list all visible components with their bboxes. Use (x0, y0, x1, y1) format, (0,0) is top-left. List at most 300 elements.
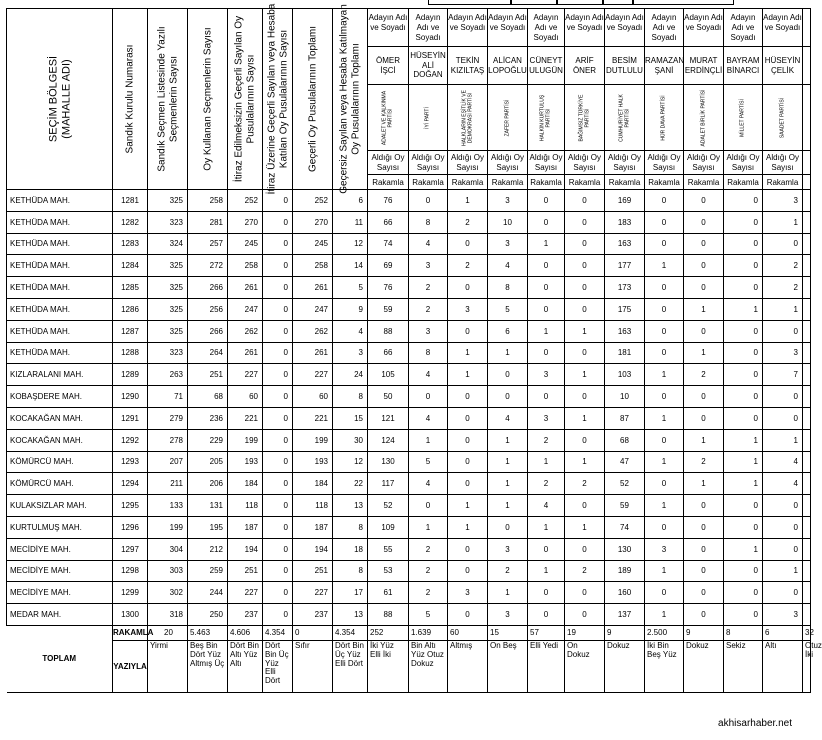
count-cell: 262 (228, 320, 263, 342)
vote-cell: 0 (724, 495, 763, 517)
vote-cell: 2 (565, 473, 605, 495)
count-cell: 193 (293, 451, 333, 473)
count-cell: 1298 (113, 560, 148, 582)
vote-cell: 0 (645, 473, 684, 495)
vote-cell: 7 (763, 364, 803, 386)
count-cell: 199 (228, 429, 263, 451)
count-cell: 12 (333, 451, 368, 473)
vote-cell: 0 (724, 582, 763, 604)
table-row (7, 364, 811, 386)
party-name: CUMHURİYET HALK PARTİSİ (618, 93, 630, 142)
mahalle-name: KÖMÜRCÜ MAH. (7, 451, 113, 473)
count-cell: 0 (263, 451, 293, 473)
count-cell: 5 (333, 277, 368, 299)
votes-received-label: Aldığı Oy Sayısı (724, 151, 763, 175)
party-name: HALKIN KURTULUŞ PARTİSİ (539, 94, 551, 141)
count-cell: 1282 (113, 211, 148, 233)
candidate-name: TEKİN KIZILTAŞ (448, 47, 488, 85)
vote-cell: 0 (763, 407, 803, 429)
count-cell: 24 (333, 364, 368, 386)
vote-cell: 0 (565, 604, 605, 626)
total-words-cell: Yirmi (148, 640, 188, 692)
total-votes-cell: 8 (724, 625, 763, 640)
count-cell: 0 (263, 407, 293, 429)
count-cell: 12 (333, 233, 368, 255)
edge-cell (803, 538, 811, 560)
count-cell: 118 (293, 495, 333, 517)
total-votes-cell: 9 (684, 625, 724, 640)
candidate-header-cell (528, 9, 565, 47)
vote-cell: 1 (565, 320, 605, 342)
count-cell: 0 (263, 386, 293, 408)
vote-cell: 1 (724, 429, 763, 451)
vote-cell: 8 (488, 277, 528, 299)
vote-cell: 103 (605, 364, 645, 386)
count-cell: 22 (333, 473, 368, 495)
count-cell: 1292 (113, 429, 148, 451)
vote-cell: 0 (565, 190, 605, 212)
count-cell: 184 (293, 473, 333, 495)
numeric-label: Rakamla (763, 175, 803, 190)
vote-cell: 0 (645, 386, 684, 408)
rakamla-label: RAKAMLA (113, 625, 148, 640)
total-votes-cell: 60 (448, 625, 488, 640)
vote-cell: 1 (645, 495, 684, 517)
vote-cell: 1 (528, 516, 565, 538)
count-cell: 261 (293, 342, 333, 364)
vote-cell: 0 (724, 320, 763, 342)
count-cell: 0 (263, 233, 293, 255)
candidate-header-cell (409, 9, 448, 47)
top-strip-4 (602, 0, 634, 5)
vote-cell: 2 (409, 277, 448, 299)
top-strip-3 (556, 0, 604, 5)
table-row (7, 516, 811, 538)
vote-cell: 5 (488, 298, 528, 320)
vote-cell: 0 (565, 538, 605, 560)
party-cell (684, 85, 724, 151)
vote-cell: 1 (684, 473, 724, 495)
count-cell: 245 (228, 233, 263, 255)
invalid-header-line1: Geçersiz Sayılan veya Hesaba Katılmayan (338, 4, 350, 194)
count-cell: 0 (263, 211, 293, 233)
vote-cell: 0 (763, 386, 803, 408)
party-cell (763, 85, 803, 151)
vote-cell: 0 (565, 582, 605, 604)
vote-cell: 1 (565, 516, 605, 538)
vote-cell: 0 (684, 320, 724, 342)
count-cell: 205 (188, 451, 228, 473)
total-votes-cell: 32 (803, 625, 811, 640)
total-valid-header (293, 9, 333, 190)
total-words-cell: Beş Bin Dört Yüz Altmış Üç (188, 640, 228, 692)
valid-unobjected-header-line2: Pusulalarının Sayısı (245, 54, 256, 144)
vote-cell: 59 (368, 298, 409, 320)
total-votes-words-cell: On Beş (488, 640, 528, 692)
vote-cell: 55 (368, 538, 409, 560)
count-cell: 1291 (113, 407, 148, 429)
count-cell: 0 (263, 560, 293, 582)
total-votes-cell: 57 (528, 625, 565, 640)
party-name: BAĞIMSIZ TÜRKİYE PARTİSİ (578, 94, 590, 141)
edge-cell (803, 451, 811, 473)
watermark: akhisarhaber.net (718, 718, 792, 729)
vote-cell: 0 (448, 320, 488, 342)
count-cell: 212 (188, 538, 228, 560)
total-numeric-cell: 5.463 (188, 625, 228, 640)
count-cell: 18 (333, 538, 368, 560)
table-row (7, 495, 811, 517)
vote-cell: 2 (763, 255, 803, 277)
count-cell: 259 (188, 560, 228, 582)
vote-cell: 6 (488, 320, 528, 342)
vote-cell: 0 (528, 211, 565, 233)
count-cell: 1295 (113, 495, 148, 517)
vote-cell: 4 (488, 407, 528, 429)
invalid-header-line2: Oy Pusulalarının Toplamı (350, 43, 361, 155)
numeric-label: Rakamla (528, 175, 565, 190)
count-cell: 270 (293, 211, 333, 233)
votes-received-label: Aldığı Oy Sayısı (763, 151, 803, 175)
vote-cell: 0 (448, 277, 488, 299)
party-name: ZAFER PARTİSİ (503, 99, 510, 136)
mahalle-name: KOCAKAĞAN MAH. (7, 429, 113, 451)
vote-cell: 0 (763, 233, 803, 255)
vote-cell: 163 (605, 233, 645, 255)
vote-cell: 0 (724, 342, 763, 364)
count-cell: 266 (188, 320, 228, 342)
objected-valid-header (263, 3, 293, 195)
yaziyla-label: YAZIYLA (113, 640, 148, 692)
region-header (7, 9, 113, 190)
candidate-header-cell (605, 9, 645, 47)
vote-cell: 0 (724, 277, 763, 299)
count-cell: 194 (293, 538, 333, 560)
candidate-header-label: Adayın Adı ve Soyadı (605, 13, 644, 32)
vote-cell: 0 (684, 495, 724, 517)
count-cell: 304 (148, 538, 188, 560)
vote-cell: 3 (488, 538, 528, 560)
candidate-header-label: Adayın Adı ve Soyadı (651, 13, 677, 42)
count-cell: 1283 (113, 233, 148, 255)
invalid-header (333, 4, 368, 194)
vote-cell: 0 (565, 429, 605, 451)
total-votes-cell: 19 (565, 625, 605, 640)
vote-cell: 2 (448, 211, 488, 233)
vote-cell: 169 (605, 190, 645, 212)
total-votes-words-cell: On Dokuz (565, 640, 605, 692)
vote-cell: 2 (565, 560, 605, 582)
count-cell: 272 (188, 255, 228, 277)
vote-cell: 3 (409, 255, 448, 277)
count-cell: 206 (188, 473, 228, 495)
count-cell: 247 (228, 298, 263, 320)
candidate-name: MURAT ERDİNÇLİ (684, 47, 724, 85)
vote-cell: 183 (605, 211, 645, 233)
vote-cell: 47 (605, 451, 645, 473)
mahalle-name: KULAKSIZLAR MAH. (7, 495, 113, 517)
party-name: ADALET VE KALKINMA PARTİSİ (381, 90, 393, 145)
count-cell: 13 (333, 495, 368, 517)
count-cell: 3 (333, 342, 368, 364)
total-votes-words-cell: Altmış (448, 640, 488, 692)
edge-cell (803, 495, 811, 517)
party-cell (448, 85, 488, 151)
region-header-line1: SEÇİM BÖLGESİ (46, 55, 59, 143)
vote-cell: 2 (763, 277, 803, 299)
party-cell (409, 85, 448, 151)
count-cell: 221 (293, 407, 333, 429)
candidate-name: ALİCAN LOPOĞLU (488, 47, 528, 85)
vote-cell: 8 (409, 211, 448, 233)
count-cell: 199 (148, 516, 188, 538)
count-cell: 1300 (113, 604, 148, 626)
candidate-header-label: Adayın Adı ve Soyadı (565, 13, 604, 32)
vote-cell: 0 (528, 190, 565, 212)
table-row (7, 255, 811, 277)
votes-received-label: Aldığı Oy Sayısı (409, 151, 448, 175)
edge-cell (803, 320, 811, 342)
vote-cell: 3 (448, 298, 488, 320)
vote-cell: 189 (605, 560, 645, 582)
total-votes-words-cell: Dokuz (684, 640, 724, 692)
edge-cell (803, 516, 811, 538)
mahalle-name: KIZLARALANI MAH. (7, 364, 113, 386)
mahalle-name: KETHÜDA MAH. (7, 342, 113, 364)
totals-label: TOPLAM (7, 625, 113, 692)
vote-cell: 0 (724, 211, 763, 233)
count-cell: 0 (263, 320, 293, 342)
count-cell: 187 (293, 516, 333, 538)
candidate-header-cell (763, 9, 803, 47)
mahalle-name: KETHÜDA MAH. (7, 190, 113, 212)
count-cell: 237 (228, 604, 263, 626)
vote-cell: 69 (368, 255, 409, 277)
vote-cell: 1 (565, 364, 605, 386)
vote-cell: 1 (724, 473, 763, 495)
vote-cell: 2 (684, 451, 724, 473)
vote-cell: 52 (605, 473, 645, 495)
total-votes-words-cell: Altı (763, 640, 803, 692)
voted-header (188, 9, 228, 190)
count-cell: 0 (263, 364, 293, 386)
vote-cell: 2 (409, 298, 448, 320)
count-cell: 258 (188, 190, 228, 212)
total-votes-words-cell: Dokuz (605, 640, 645, 692)
numeric-label: Rakamla (605, 175, 645, 190)
mahalle-name: KETHÜDA MAH. (7, 255, 113, 277)
party-cell (565, 85, 605, 151)
numeric-label: Rakamla (565, 175, 605, 190)
count-cell: 257 (188, 233, 228, 255)
edge-cell (803, 473, 811, 495)
vote-cell: 1 (409, 429, 448, 451)
count-cell: 0 (263, 342, 293, 364)
count-cell: 0 (263, 495, 293, 517)
vote-cell: 175 (605, 298, 645, 320)
party-name: HALKLARIN EŞİTLİK VE DEMOKRASİ PARTİSİ (461, 89, 473, 146)
total-votes-words-cell: Elli Yedi (528, 640, 565, 692)
count-cell: 1287 (113, 320, 148, 342)
total-votes-words-cell: Otuz İki (803, 640, 811, 692)
total-numeric-cell: 4.606 (228, 625, 263, 640)
count-cell: 194 (228, 538, 263, 560)
vote-cell: 0 (488, 364, 528, 386)
count-cell: 195 (188, 516, 228, 538)
vote-cell: 50 (368, 386, 409, 408)
vote-cell: 0 (645, 233, 684, 255)
mahalle-name: MECİDİYE MAH. (7, 560, 113, 582)
party-name: ADALET BİRLİK PARTİSİ (699, 89, 706, 146)
count-cell: 0 (263, 298, 293, 320)
vote-cell: 130 (605, 538, 645, 560)
candidate-header-cell (645, 9, 684, 47)
vote-cell: 1 (448, 342, 488, 364)
candidate-header-cell (684, 9, 724, 47)
vote-cell: 0 (565, 342, 605, 364)
objected-valid-header-line1: İtiraz Üzerine Geçerli Sayılan veya Hesaba (266, 3, 277, 195)
vote-cell: 163 (605, 320, 645, 342)
vote-cell: 0 (528, 538, 565, 560)
vote-cell: 0 (645, 277, 684, 299)
table-row (7, 451, 811, 473)
votes-received-label: Aldığı Oy Sayısı (528, 151, 565, 175)
count-cell: 13 (333, 604, 368, 626)
vote-cell: 1 (448, 495, 488, 517)
registered-header (148, 9, 188, 190)
vote-cell: 3 (409, 320, 448, 342)
count-cell: 278 (148, 429, 188, 451)
edge-cell (803, 429, 811, 451)
vote-cell: 88 (368, 604, 409, 626)
vote-cell: 3 (763, 190, 803, 212)
vote-cell: 68 (605, 429, 645, 451)
candidate-header-cell (368, 9, 409, 47)
count-cell: 325 (148, 255, 188, 277)
vote-cell: 1 (448, 516, 488, 538)
vote-cell: 0 (684, 516, 724, 538)
vote-cell: 0 (645, 582, 684, 604)
count-cell: 262 (293, 320, 333, 342)
vote-cell: 3 (488, 604, 528, 626)
count-cell: 325 (148, 190, 188, 212)
total-words-cell: Dört Bin Altı Yüz Altı (228, 640, 263, 692)
top-strip-1 (428, 0, 512, 5)
count-cell: 244 (188, 582, 228, 604)
vote-cell: 2 (528, 473, 565, 495)
vote-cell: 2 (409, 538, 448, 560)
mahalle-name: KOBAŞDERE MAH. (7, 386, 113, 408)
numeric-label: Rakamla (448, 175, 488, 190)
vote-cell: 74 (368, 233, 409, 255)
vote-cell: 137 (605, 604, 645, 626)
vote-cell: 0 (763, 538, 803, 560)
candidate-header-label: Adayın Adı ve Soyadı (533, 13, 559, 42)
vote-cell: 1 (448, 190, 488, 212)
count-cell: 252 (293, 190, 333, 212)
vote-cell: 0 (684, 560, 724, 582)
total-numeric-cell: 252 (368, 625, 409, 640)
vote-cell: 1 (488, 451, 528, 473)
candidate-name: CÜNEYT ULUGÜN (528, 47, 565, 85)
count-cell: 68 (188, 386, 228, 408)
edge-cell (803, 277, 811, 299)
votes-received-label: Aldığı Oy Sayısı (684, 151, 724, 175)
vote-cell: 0 (724, 255, 763, 277)
mahalle-name: MECİDİYE MAH. (7, 582, 113, 604)
edge-cell (803, 604, 811, 626)
edge-cell (803, 9, 811, 47)
vote-cell: 0 (528, 582, 565, 604)
vote-cell: 1 (645, 407, 684, 429)
vote-cell: 0 (645, 516, 684, 538)
vote-cell: 0 (645, 342, 684, 364)
edge-cell (803, 342, 811, 364)
count-cell: 118 (228, 495, 263, 517)
count-cell: 0 (263, 255, 293, 277)
count-cell: 256 (188, 298, 228, 320)
table-row (7, 582, 811, 604)
count-cell: 236 (188, 407, 228, 429)
count-cell: 261 (228, 277, 263, 299)
count-cell: 193 (228, 451, 263, 473)
numeric-label: Rakamla (488, 175, 528, 190)
count-cell: 0 (263, 516, 293, 538)
total-numeric-cell: 0 (293, 625, 333, 640)
count-cell: 0 (263, 604, 293, 626)
count-cell: 1297 (113, 538, 148, 560)
vote-cell: 0 (448, 473, 488, 495)
edge-cell (803, 233, 811, 255)
count-cell: 17 (333, 582, 368, 604)
count-cell: 318 (148, 604, 188, 626)
vote-cell: 10 (488, 211, 528, 233)
count-cell: 251 (293, 560, 333, 582)
vote-cell: 0 (684, 538, 724, 560)
vote-cell: 0 (448, 429, 488, 451)
count-cell: 325 (148, 298, 188, 320)
mahalle-name: KETHÜDA MAH. (7, 277, 113, 299)
count-cell: 4 (333, 320, 368, 342)
vote-cell: 0 (448, 604, 488, 626)
count-cell: 187 (228, 516, 263, 538)
count-cell: 0 (263, 473, 293, 495)
ballot-no-header-text: Sandık Kurulu Numarası (124, 44, 136, 154)
count-cell: 1288 (113, 342, 148, 364)
count-cell: 227 (293, 582, 333, 604)
edge-cell (803, 364, 811, 386)
count-cell: 71 (148, 386, 188, 408)
vote-cell: 0 (645, 298, 684, 320)
candidate-name: RAMAZAN ŞANİ (645, 47, 684, 85)
vote-cell: 0 (565, 211, 605, 233)
edge-cell (803, 298, 811, 320)
numeric-label: Rakamla (645, 175, 684, 190)
vote-cell: 3 (488, 190, 528, 212)
vote-cell: 0 (565, 233, 605, 255)
table-row (7, 233, 811, 255)
total-votes-words-cell: Sekiz (724, 640, 763, 692)
vote-cell: 124 (368, 429, 409, 451)
candidate-header-cell (565, 9, 605, 47)
vote-cell: 5 (409, 604, 448, 626)
vote-cell: 0 (724, 364, 763, 386)
count-cell: 211 (148, 473, 188, 495)
count-cell: 1284 (113, 255, 148, 277)
vote-cell: 105 (368, 364, 409, 386)
candidate-name: ARİF ÖNER (565, 47, 605, 85)
vote-cell: 0 (528, 298, 565, 320)
